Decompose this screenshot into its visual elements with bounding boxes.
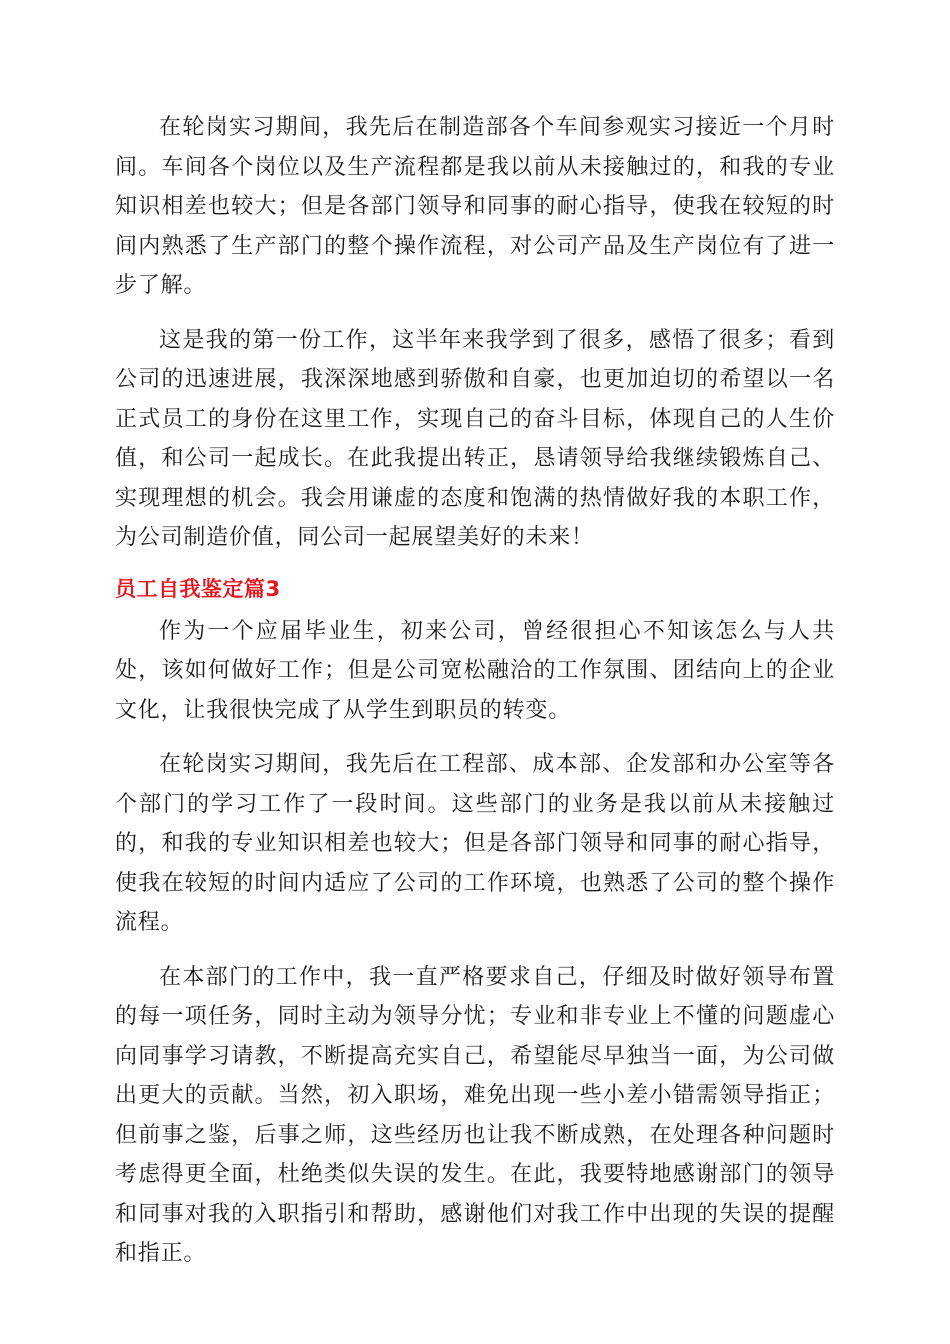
paragraph-gap — [115, 306, 835, 321]
paragraph-department-work: 在本部门的工作中，我一直严格要求自己，仔细及时做好领导布置的每一项任务，同时主动为领导分忧；专业和非专业上不懂的问题虚心向同事学习请教，不断提高充实自己，希望能尽早独当一面，为公司做出更大的贡献。当然，初入职场，难免出现一些小差小错需领导指正；但前事之鉴，后事之师，这些经历也让我不断成熟，在处理各种问题时考虑得更全面，杜绝类似失误的发生。在此，我要特地感谢部门的领导和同事对我的入职指引和帮助，感谢他们对我工作中出现的失误的提醒和指正。 — [115, 964, 835, 1266]
paragraph-rotation-internship-workshop: 在轮岗实习期间，我先后在制造部各个车间参观实习接近一个月时间。车间各个岗位以及生产流程都是我以前从未接触过的，和我的专业知识相差也较大；但是各部门领导和同事的耐心指导，使我在较短的时间内熟悉了生产部门的整个操作流程，对公司产品及生产岗位有了进一步了解。 — [115, 115, 835, 298]
paragraph-first-job-regularization: 这是我的第一份工作，这半年来我学到了很多，感悟了很多；看到公司的迅速进展，我深深地感到骄傲和自豪，也更加迫切的希望以一名正式员工的身份在这里工作，实现自己的奋斗目标，体现自己的人生价值，和公司一起成长。在此我提出转正，恳请领导给我继续锻炼自己、实现理想的机会。我会用谦虚的态度和饱满的热情做好我的本职工作，为公司制造价值，同公司一起展望美好的未来！ — [115, 327, 835, 550]
paragraph-rotation-departments: 在轮岗实习期间，我先后在工程部、成本部、企发部和办公室等各个部门的学习工作了一段时间。这些部门的业务是我以前从未接触过的，和我的专业知识相差也较大；但是各部门领导和同事的耐心指导，使我在较短的时间内适应了公司的工作环境，也熟悉了公司的整个操作流程。 — [115, 752, 835, 935]
paragraph-gap — [115, 730, 835, 745]
document-page — [115, 108, 835, 1274]
paragraph-new-graduate: 作为一个应届毕业生，初来公司，曾经很担心不知该怎么与人共处，该如何做好工作；但是公司宽松融洽的工作氛围、团结向上的企业文化，让我很快完成了从学生到职员的转变。 — [115, 618, 835, 723]
paragraph-gap — [115, 943, 835, 958]
section-heading: 员工自我鉴定篇3 — [115, 576, 281, 601]
